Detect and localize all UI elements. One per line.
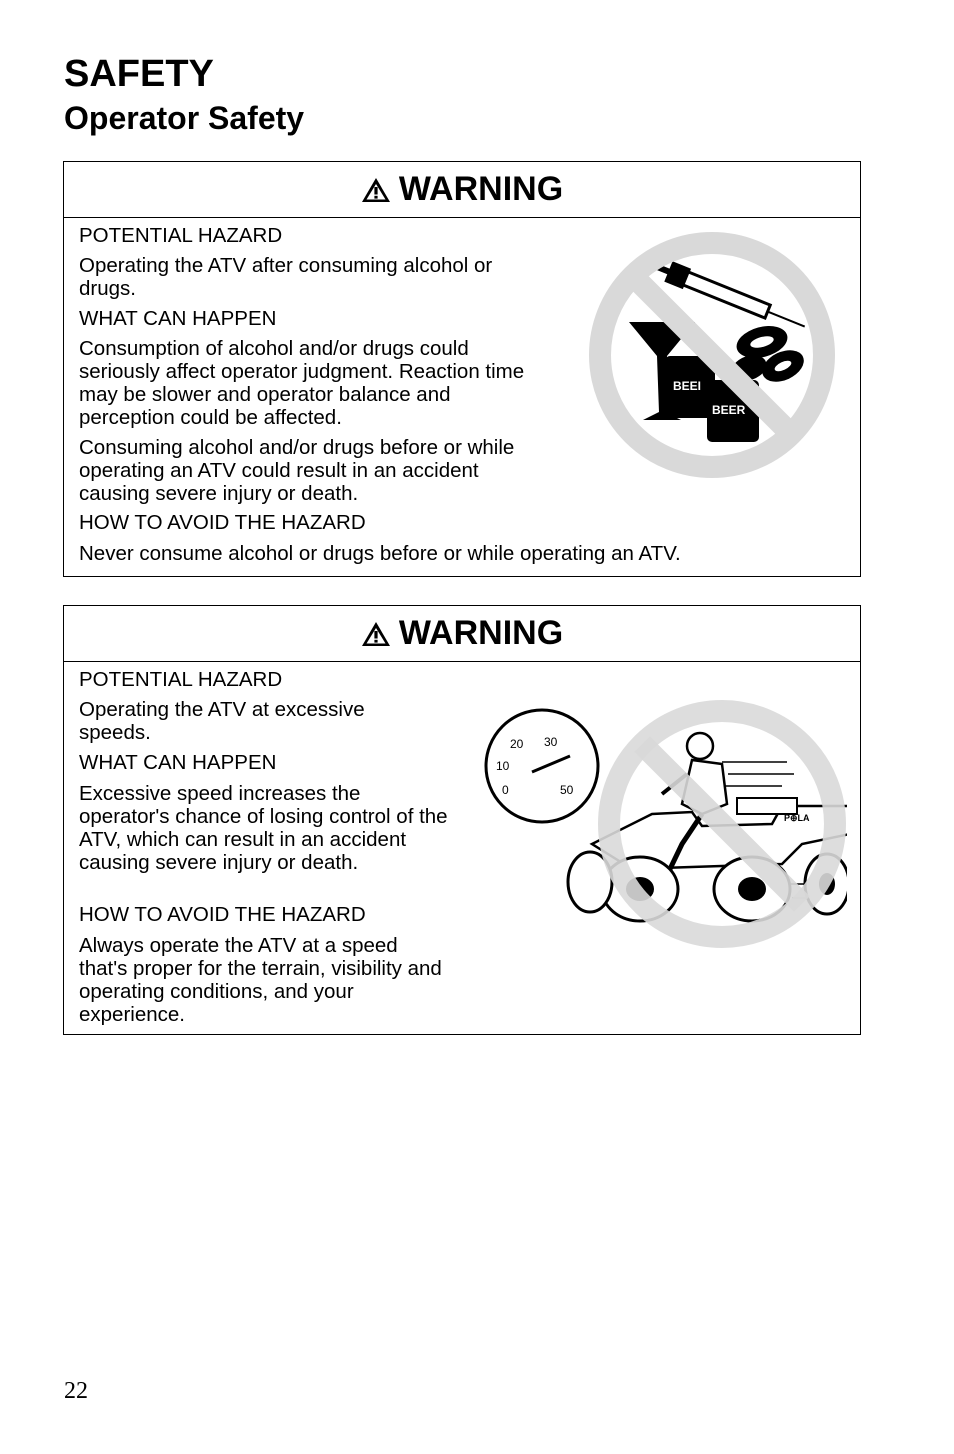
no-speeding-atv-icon [482, 694, 847, 954]
how-to-avoid-label: HOW TO AVOID THE HAZARD [79, 903, 366, 926]
subsection-title: Operator Safety [64, 100, 305, 136]
how-to-avoid-text: Never consume alcohol or drugs before or while operating an ATV. [79, 542, 681, 565]
potential-hazard-label: POTENTIAL HAZARD [79, 668, 283, 691]
speedo-tick: 50 [560, 783, 574, 797]
potential-hazard-text: Operating the ATV at excessive speeds. [79, 698, 365, 744]
what-can-happen-text: Excessive speed increases the operator's chance of losing control of the ATV, which can result in an accident causing severe injury or death. [79, 782, 448, 874]
warning-box-speed [63, 605, 861, 1035]
potential-hazard-text: Operating the ATV after consuming alcohol or drugs. [79, 254, 493, 300]
warning-header [64, 162, 860, 218]
speedo-tick: 10 [496, 759, 510, 773]
speedo-tick: 0 [502, 783, 509, 797]
speedo-tick: 20 [510, 737, 524, 751]
speedo-tick: 30 [544, 735, 558, 749]
warning-title: WARNING [398, 614, 564, 652]
can-label: BEER [712, 403, 746, 417]
what-can-happen-label: WHAT CAN HAPPEN [79, 307, 277, 330]
can-label: BEEI [673, 379, 702, 393]
how-to-avoid-label: HOW TO AVOID THE HAZARD [79, 511, 366, 534]
what-can-happen-text: Consuming alcohol and/or drugs before or while operating an ATV could result in an accident causing severe injury or death. [79, 436, 515, 505]
warning-title: WARNING [398, 170, 564, 208]
warning-triangle-icon [361, 621, 391, 647]
no-alcohol-drugs-icon [587, 230, 837, 480]
warning-box-alcohol [63, 161, 861, 577]
what-can-happen-label: WHAT CAN HAPPEN [79, 751, 277, 774]
warning-triangle-icon [361, 177, 391, 203]
atv-brand: P⊕LA [784, 813, 810, 823]
potential-hazard-label: POTENTIAL HAZARD [79, 224, 283, 247]
section-title: SAFETY [64, 53, 214, 95]
page-number: 22 [64, 1378, 88, 1404]
warning-header [64, 606, 860, 662]
what-can-happen-text: Consumption of alcohol and/or drugs could seriously affect operator judgment. Reaction time may be slower and operator balance and perception could be affected. [79, 337, 525, 429]
how-to-avoid-text: Always operate the ATV at a speed that's proper for the terrain, visibility and operating conditions, and your experience. [79, 934, 442, 1026]
